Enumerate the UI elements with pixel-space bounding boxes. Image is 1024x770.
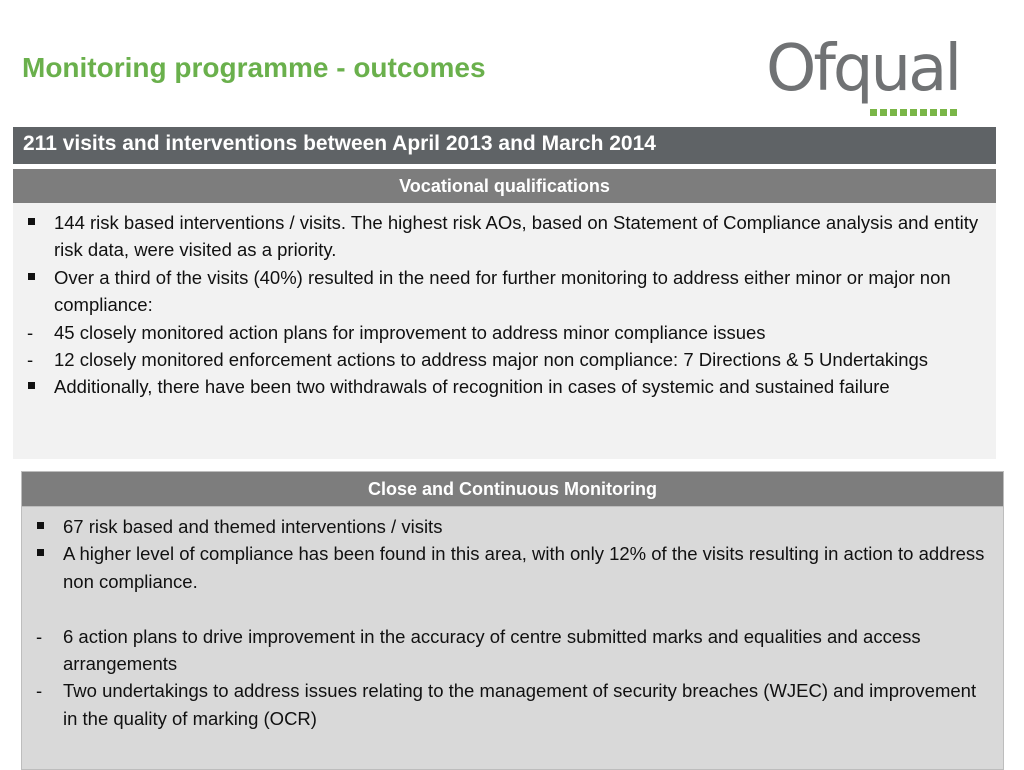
logo-dots <box>870 109 957 116</box>
list-spacer <box>34 595 991 622</box>
ccm-heading: Close and Continuous Monitoring <box>21 471 1004 507</box>
list-item-text: A higher level of compliance has been found in this area, with only 12% of the visits resulting in action to address non compliance. <box>63 543 985 592</box>
vocational-heading: Vocational qualifications <box>13 169 996 203</box>
ofqual-logo <box>766 32 976 120</box>
vocational-panel <box>13 169 996 459</box>
list-item <box>34 623 991 678</box>
list-item <box>25 264 984 319</box>
vocational-body <box>13 203 996 459</box>
list-item-text: 67 risk based and themed interventions / visits <box>63 516 443 537</box>
list-item <box>34 513 991 540</box>
page-title: Monitoring programme - outcomes <box>22 52 486 83</box>
list-item-text: Additionally, there have been two withdrawals of recognition in cases of systemic and sustained failure <box>54 376 890 398</box>
summary-banner: 211 visits and interventions between April 2013 and March 2014 <box>13 127 996 164</box>
list-item-text: 12 closely monitored enforcement actions to address major non compliance: 7 Directions & 5 Undertakings <box>54 349 929 371</box>
list-item-text: 45 closely monitored action plans for improvement to address minor compliance issues <box>54 321 766 343</box>
list-item <box>34 677 991 732</box>
list-item <box>34 540 991 595</box>
list-item-text: Over a third of the visits (40%) resulted in the need for further monitoring to address either minor or major non compliance: <box>54 266 951 316</box>
list-item <box>25 209 984 264</box>
list-item-text: 6 action plans to drive improvement in the accuracy of centre submitted marks and equalities and access arrangements <box>63 625 921 675</box>
ccm-panel <box>21 471 1004 768</box>
ccm-body <box>21 507 1004 770</box>
list-item-text: Two undertakings to address issues relating to the management of security breaches (WJEC) and improvement in the quality of marking (OCR) <box>63 680 977 729</box>
list-item <box>25 346 984 373</box>
list-item <box>25 373 984 400</box>
logo-text: Ofqual <box>766 32 960 106</box>
list-item <box>25 319 984 346</box>
list-item-text: 144 risk based interventions / visits. The highest risk AOs, based on Statement of Compliance analysis and entity risk data, were visited as a priority. <box>54 212 979 261</box>
